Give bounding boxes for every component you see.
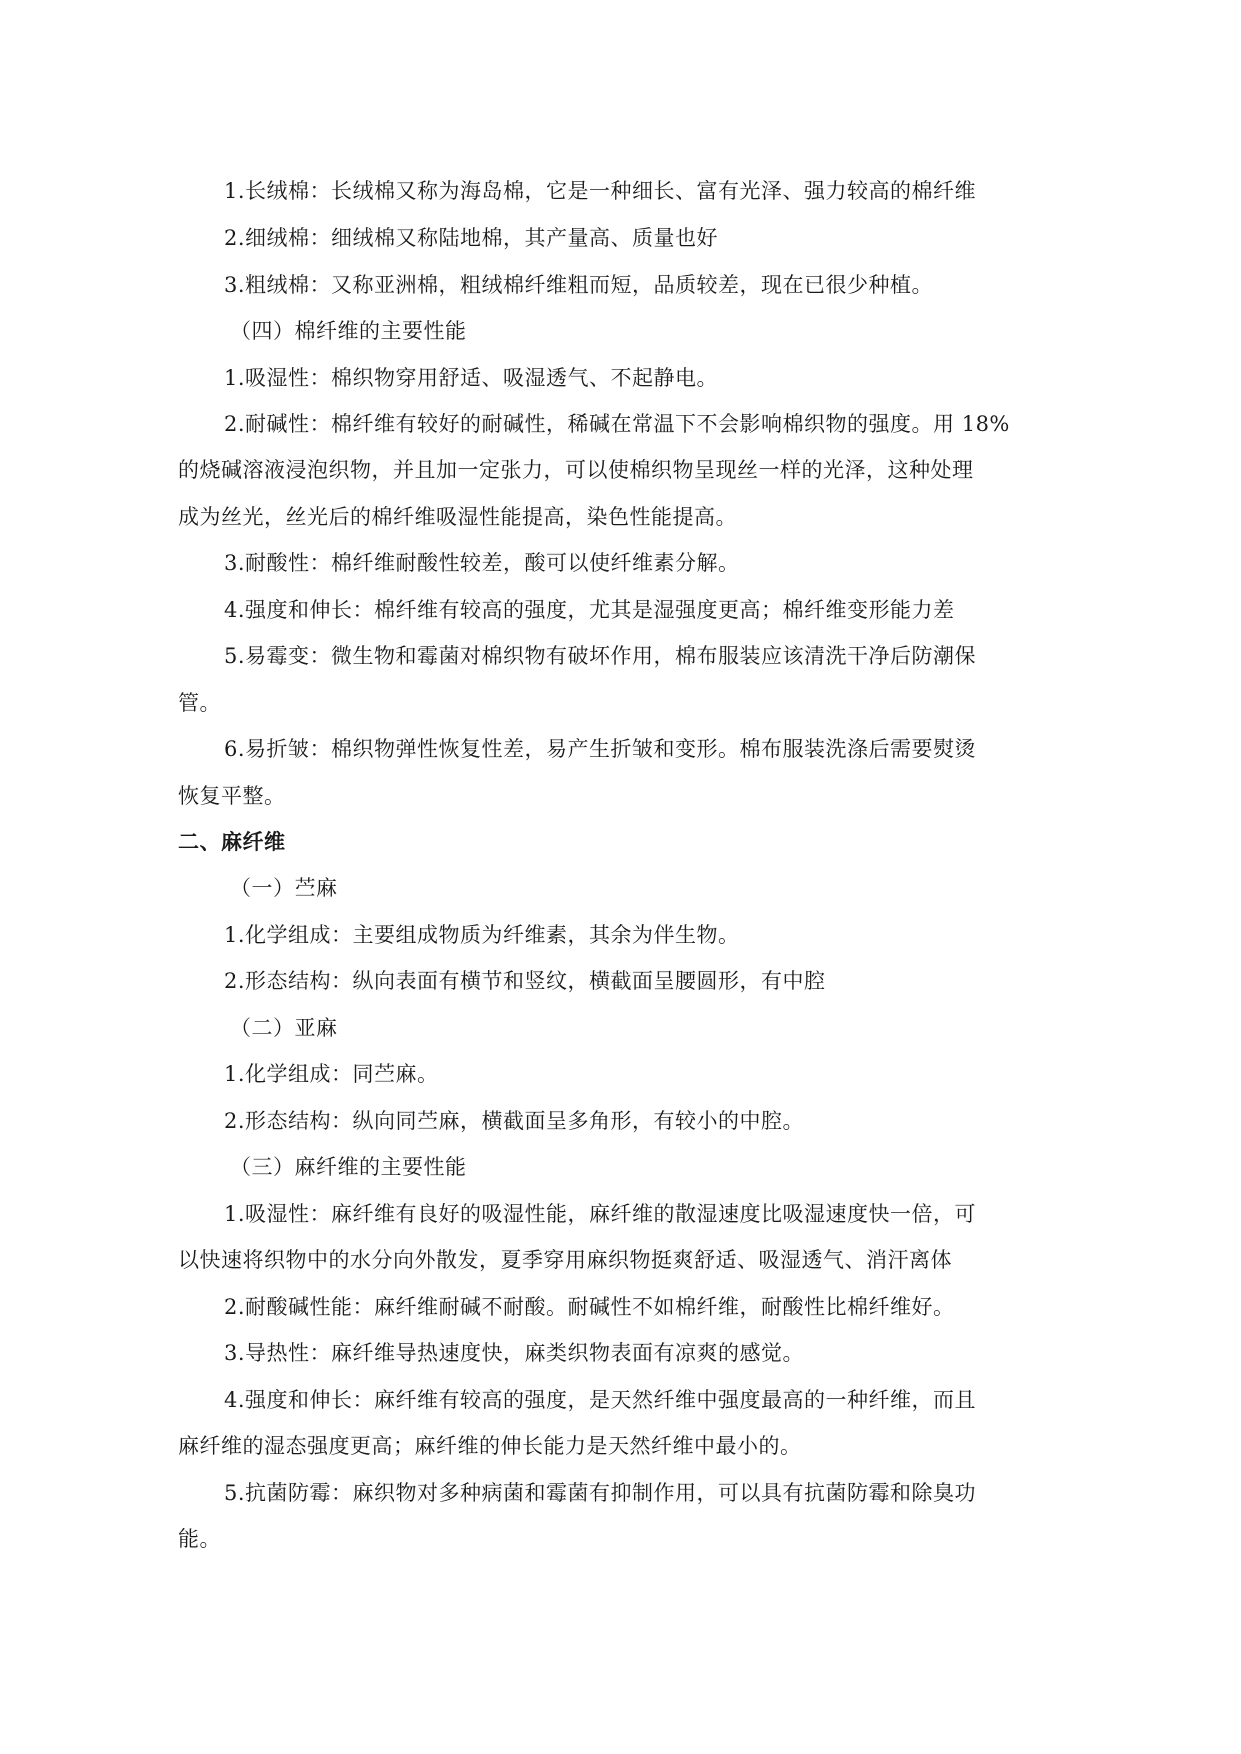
paragraph-line: 2.耐碱性：棉纤维有较好的耐碱性，稀碱在常温下不会影响棉织物的强度。用 18% [224,412,1010,436]
paragraph-line: 4.强度和伸长：棉纤维有较高的强度，尤其是湿强度更高；棉纤维变形能力差 [224,598,955,622]
paragraph-line: 1.吸湿性：麻纤维有良好的吸湿性能，麻纤维的散湿速度比吸湿速度快一倍，可 [224,1202,977,1226]
paragraph-line: 5.易霉变：微生物和霉菌对棉织物有破坏作用，棉布服装应该清洗干净后防潮保 [224,644,977,668]
subsection-heading: （二）亚麻 [230,1016,338,1040]
paragraph-line: 2.耐酸碱性能：麻纤维耐碱不耐酸。耐碱性不如棉纤维，耐酸性比棉纤维好。 [224,1295,955,1319]
paragraph-line: 2.形态结构：纵向表面有横节和竖纹，横截面呈腰圆形，有中腔 [224,969,826,993]
paragraph-line: 4.强度和伸长：麻纤维有较高的强度，是天然纤维中强度最高的一种纤维，而且 [224,1388,977,1412]
paragraph-line: 成为丝光，丝光后的棉纤维吸湿性能提高，染色性能提高。 [178,505,737,529]
paragraph-line: 5.抗菌防霉：麻织物对多种病菌和霉菌有抑制作用，可以具有抗菌防霉和除臭功 [224,1481,977,1505]
paragraph-line: 管。 [178,691,221,715]
paragraph-line: 1.吸湿性：棉织物穿用舒适、吸湿透气、不起静电。 [224,366,719,390]
paragraph-line: 2.细绒棉：细绒棉又称陆地棉，其产量高、质量也好 [224,226,719,250]
subsection-heading: （一）苎麻 [230,876,338,900]
section-heading: 二、麻纤维 [178,830,286,854]
subsection-heading: （四）棉纤维的主要性能 [230,319,467,343]
paragraph-line: 1.化学组成：同苎麻。 [224,1062,439,1086]
paragraph-line: 以快速将织物中的水分向外散发，夏季穿用麻织物挺爽舒适、吸湿透气、消汗离体 [178,1248,952,1272]
paragraph-line: 1.化学组成：主要组成物质为纤维素，其余为伴生物。 [224,923,740,947]
paragraph-line: 1.长绒棉：长绒棉又称为海岛棉，它是一种细长、富有光泽、强力较高的棉纤维 [224,179,977,203]
subsection-heading: （三）麻纤维的主要性能 [230,1155,467,1179]
paragraph-line: 3.耐酸性：棉纤维耐酸性较差，酸可以使纤维素分解。 [224,551,740,575]
paragraph-line: 的烧碱溶液浸泡织物，并且加一定张力，可以使棉织物呈现丝一样的光泽，这种处理 [178,458,974,482]
paragraph-line: 3.粗绒棉：又称亚洲棉，粗绒棉纤维粗而短，品质较差，现在已很少种植。 [224,273,934,297]
paragraph-line: 3.导热性：麻纤维导热速度快，麻类织物表面有凉爽的感觉。 [224,1341,805,1365]
paragraph-line: 能。 [178,1527,221,1551]
paragraph-line: 麻纤维的湿态强度更高；麻纤维的伸长能力是天然纤维中最小的。 [178,1434,802,1458]
paragraph-line: 恢复平整。 [178,784,286,808]
paragraph-line: 6.易折皱：棉织物弹性恢复性差，易产生折皱和变形。棉布服装洗涤后需要熨烫 [224,737,977,761]
paragraph-line: 2.形态结构：纵向同苎麻，横截面呈多角形，有较小的中腔。 [224,1109,805,1133]
